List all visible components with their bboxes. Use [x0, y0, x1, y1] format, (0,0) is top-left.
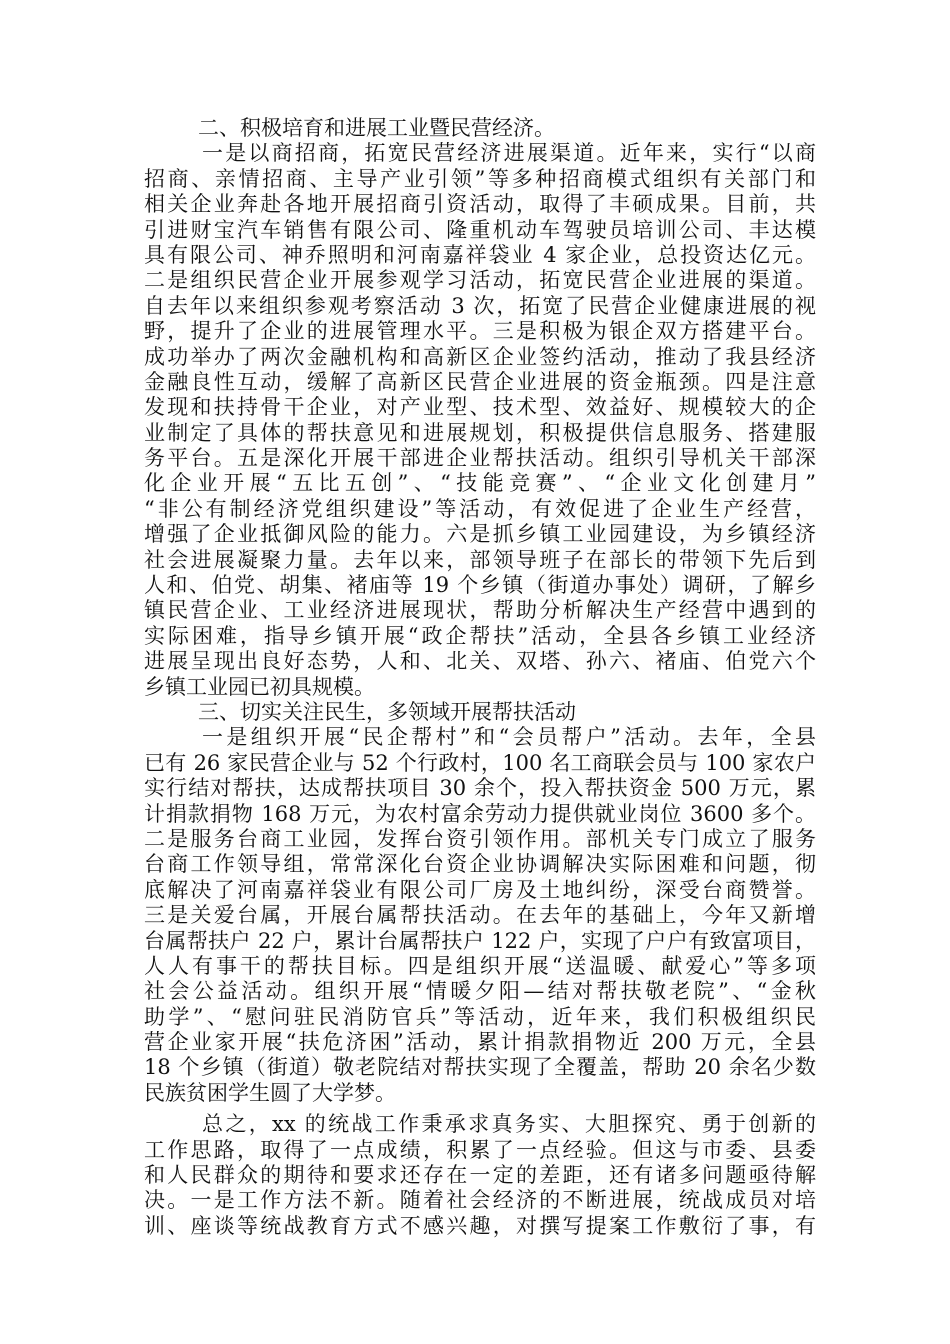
paragraph-line: 二是组织民营企业开展参观学习活动，拓宽民营企业进展的渠道。	[144, 268, 816, 293]
paragraph-line: 成功举办了两次金融机构和高新区企业签约活动，推动了我县经济	[144, 344, 816, 369]
paragraph-line: 发现和扶持骨干企业，对产业型、技术型、效益好、规模较大的企	[144, 395, 816, 420]
paragraph-line: 工作思路，取得了一点成绩，积累了一点经验。但这与市委、县委	[144, 1137, 816, 1162]
paragraph-line: 具有限公司、神乔照明和河南嘉祥袋业 4 家企业，总投资达亿元。	[144, 242, 816, 267]
paragraph-line: 务平台。五是深化开展干部进企业帮扶活动。组织引导机关干部深	[144, 446, 816, 471]
paragraph-line: 18 个乡镇（街道）敬老院结对帮扶实现了全覆盖，帮助 20 余名少数	[144, 1055, 816, 1080]
paragraph-line: 已有 26 家民营企业与 52 个行政村，100 名工商联会员与 100 家农户	[144, 750, 816, 775]
paragraph-line: 实际困难，指导乡镇开展“政企帮扶”活动，全县各乡镇工业经济	[144, 623, 816, 648]
paragraph-line: 助学”、“慰问驻民消防官兵”等活动，近年来，我们积极组织民	[144, 1004, 816, 1029]
paragraph-line: 训、座谈等统战教育方式不感兴趣，对撰写提案工作敷衍了事，有	[144, 1213, 816, 1238]
paragraph-line: 计捐款捐物 168 万元，为农村富余劳动力提供就业岗位 3600 多个。	[144, 801, 816, 826]
paragraph-line: 镇民营企业、工业经济进展现状，帮助分析解决生产经营中遇到的	[144, 598, 816, 623]
paragraph-line: 三是关爱台属，开展台属帮扶活动。在去年的基础上，今年又新增	[144, 903, 816, 928]
paragraph-line: 一是组织开展“民企帮村”和“会员帮户”活动。去年，全县	[202, 725, 816, 750]
paragraph-line: 营企业家开展“扶危济困”活动，累计捐款捐物近 200 万元，全县	[144, 1030, 816, 1055]
paragraph-line: 总之，xx 的统战工作秉承求真务实、大胆探究、勇于创新的	[202, 1112, 816, 1137]
paragraph-line: 民族贫困学生圆了大学梦。	[144, 1080, 396, 1105]
paragraph-line: 底解决了河南嘉祥袋业有限公司厂房及土地纠纷，深受台商赞誉。	[144, 877, 816, 902]
paragraph-line: 进展呈现出良好态势，人和、北关、双塔、孙六、褚庙、伯党六个	[144, 649, 816, 674]
paragraph-line: 台属帮扶户 22 户，累计台属帮扶户 122 户，实现了户户有致富项目，	[144, 928, 816, 953]
paragraph-line: 人人有事干的帮扶目标。四是组织开展“送温暖、献爱心”等多项	[144, 953, 816, 978]
paragraph-line: 业制定了具体的帮扶意见和进展规划，积极提供信息服务、搭建服	[144, 420, 816, 445]
paragraph-line: 二是服务台商工业园，发挥台资引领作用。部机关专门成立了服务	[144, 826, 816, 851]
paragraph-line: 相关企业奔赴各地开展招商引资活动，取得了丰硕成果。目前，共	[144, 192, 816, 217]
section-heading-3: 三、切实关注民生，多领域开展帮扶活动	[198, 699, 576, 724]
paragraph-line: 增强了企业抵御风险的能力。六是抓乡镇工业园建设，为乡镇经济	[144, 522, 816, 547]
paragraph-line: 和人民群众的期待和要求还存在一定的差距，还有诸多问题亟待解	[144, 1163, 816, 1188]
paragraph-line: 招商、亲情招商、主导产业引领”等多种招商模式组织有关部门和	[144, 166, 816, 191]
section-heading-2: 二、积极培育和进展工业暨民营经济。	[198, 116, 555, 140]
paragraph-line: 自去年以来组织参观考察活动 3 次，拓宽了民营企业健康进展的视	[144, 293, 816, 318]
paragraph-line: 社会公益活动。组织开展“情暖夕阳—结对帮扶敬老院”、“金秋	[144, 979, 816, 1004]
paragraph-line: 化企业开展“五比五创”、“技能竞赛”、“企业文化创建月”	[144, 471, 816, 496]
paragraph-line: 实行结对帮扶，达成帮扶项目 30 余个，投入帮扶资金 500 万元，累	[144, 776, 816, 801]
paragraph-line: “非公有制经济党组织建设”等活动，有效促进了企业生产经营，	[144, 496, 816, 521]
paragraph-line: 一是以商招商，拓宽民营经济进展渠道。近年来，实行“以商	[202, 141, 816, 166]
paragraph-line: 社会进展凝聚力量。去年以来，部领导班子在部长的带领下先后到	[144, 547, 816, 572]
paragraph-line: 人和、伯党、胡集、褚庙等 19 个乡镇（街道办事处）调研，了解乡	[144, 573, 816, 598]
paragraph-line: 乡镇工业园已初具规模。	[144, 674, 375, 699]
document-page	[144, 116, 816, 1239]
paragraph-line: 金融良性互动，缓解了高新区民营企业进展的资金瓶颈。四是注意	[144, 369, 816, 394]
paragraph-line: 台商工作领导组，常常深化台资企业协调解决实际困难和问题，彻	[144, 852, 816, 877]
paragraph-line: 引进财宝汽车销售有限公司、隆重机动车驾驶员培训公司、丰达模	[144, 217, 816, 242]
paragraph-line: 野，提升了企业的进展管理水平。三是积极为银企双方搭建平台。	[144, 319, 816, 344]
paragraph-line: 决。一是工作方法不新。随着社会经济的不断进展，统战成员对培	[144, 1188, 816, 1213]
